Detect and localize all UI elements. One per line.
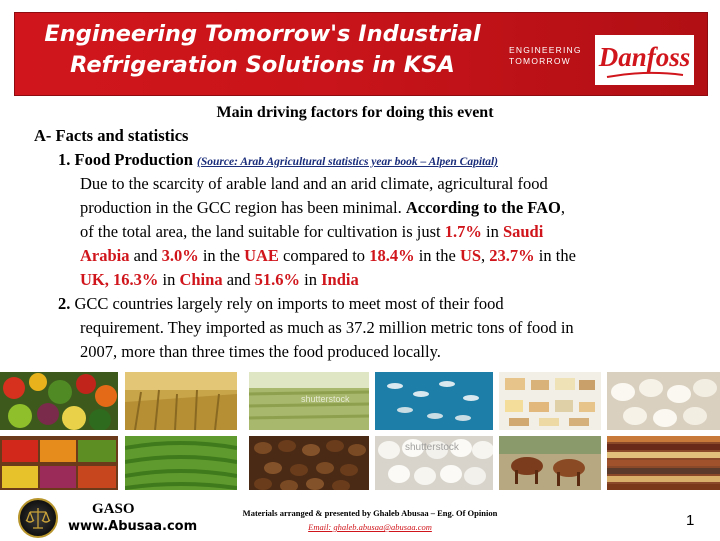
text-run: in bbox=[481, 222, 503, 241]
item-2-line-3: 2007, more than three times the food produced locally. bbox=[80, 342, 441, 361]
item-2-line-2: requirement. They imported as much as 37.2 million metric tons of food in bbox=[80, 318, 574, 337]
stat-us: 18.4% bbox=[369, 246, 415, 265]
text-run: compared to bbox=[278, 246, 370, 265]
processed-food-photo bbox=[499, 372, 601, 430]
danfoss-logo-text: Danfoss bbox=[598, 42, 691, 72]
presenter-credit: Materials arranged & presented by Ghaleb Abusaa – Eng. Of Opinion bbox=[242, 508, 498, 518]
crop-field-photo bbox=[249, 372, 369, 430]
item-1-line-6 bbox=[80, 270, 359, 290]
text-run: and bbox=[222, 270, 255, 289]
text-run: in the bbox=[198, 246, 245, 265]
text-run: , bbox=[481, 246, 490, 265]
country-china: China bbox=[179, 270, 223, 289]
section-heading: A- Facts and statistics bbox=[34, 126, 189, 145]
text-run: in the bbox=[534, 246, 576, 265]
scales-icon bbox=[20, 500, 56, 536]
slide-footer bbox=[0, 492, 720, 540]
stat-saudi: 1.7% bbox=[444, 222, 482, 241]
page-number: 1 bbox=[686, 512, 695, 529]
coffee-beans-photo bbox=[249, 436, 369, 490]
gaso-seal-logo bbox=[18, 498, 58, 538]
slide-title-line-2: Refrigeration Solutions in KSA bbox=[70, 52, 455, 78]
subtitle: Main driving factors for doing this event bbox=[216, 104, 494, 121]
fao-emphasis: According to the FAO bbox=[405, 198, 561, 217]
wheat-field-photo bbox=[125, 372, 237, 430]
danfoss-logo bbox=[595, 35, 694, 85]
item-1-line-4 bbox=[80, 222, 543, 242]
text-run: production in the GCC region has been minimal. bbox=[80, 198, 406, 217]
item-1-number: 1. Food Production bbox=[58, 150, 193, 169]
text-run: GCC countries largely rely on imports to meet most of their food bbox=[70, 294, 504, 313]
text-run: , bbox=[560, 198, 565, 217]
country-saudi: Saudi bbox=[502, 222, 544, 241]
source-citation: Source: Arab Agricultural statistics year book – Alpen Capital) bbox=[200, 156, 498, 168]
item-1-line-3 bbox=[80, 198, 565, 218]
tea-plantation-photo bbox=[125, 436, 237, 490]
tagline-line-2: TOMORROW bbox=[509, 56, 571, 66]
tagline-line-1: ENGINEERING bbox=[509, 45, 582, 55]
text-run: in bbox=[300, 270, 322, 289]
country-india: India bbox=[321, 270, 359, 289]
chickens-photo bbox=[607, 372, 720, 430]
stat-uk: 23.7% bbox=[489, 246, 535, 265]
item-2-number: 2. bbox=[58, 294, 71, 313]
market-produce-photo bbox=[0, 436, 118, 490]
item-2-line-1 bbox=[58, 294, 504, 314]
slide-title bbox=[15, 19, 510, 81]
fish-school-photo bbox=[375, 372, 493, 430]
vegetables-photo bbox=[0, 372, 118, 430]
website-link[interactable]: www.Abusaa.com bbox=[68, 519, 198, 534]
text-run: in bbox=[158, 270, 180, 289]
slide-title-line-1: Engineering Tomorrow's Industrial bbox=[44, 21, 481, 47]
text-run: of the total area, the land suitable for cultivation is just bbox=[80, 222, 445, 241]
watermark-2: shutterstock bbox=[405, 442, 459, 453]
country-us: US bbox=[459, 246, 482, 265]
item-1-line-2: Due to the scarcity of arable land and an arid climate, agricultural food bbox=[80, 174, 548, 193]
food-photo-strip bbox=[0, 372, 720, 490]
spices-grains-photo bbox=[607, 436, 720, 490]
title-banner bbox=[14, 12, 708, 96]
country-uk-stat: UK, 16.3% bbox=[80, 270, 159, 289]
source-open-paren: ( bbox=[197, 156, 201, 168]
stat-india: 51.6% bbox=[254, 270, 301, 289]
logo-swoosh-icon bbox=[605, 71, 685, 79]
stat-uae: 3.0% bbox=[161, 246, 199, 265]
eggs-photo bbox=[375, 436, 493, 490]
watermark-1: shutterstock bbox=[301, 394, 350, 404]
engineering-tomorrow-tagline bbox=[509, 45, 582, 67]
country-uae: UAE bbox=[244, 246, 279, 265]
cattle-photo bbox=[499, 436, 601, 490]
text-run: in the bbox=[414, 246, 460, 265]
country-arabia: Arabia bbox=[80, 246, 130, 265]
item-1-heading bbox=[58, 150, 498, 170]
email-link[interactable]: Email: ghaleb.abusaa@abusaa.com bbox=[308, 522, 432, 532]
text-run: and bbox=[129, 246, 162, 265]
org-name: GASO bbox=[92, 501, 135, 517]
item-1-line-5 bbox=[80, 246, 576, 266]
